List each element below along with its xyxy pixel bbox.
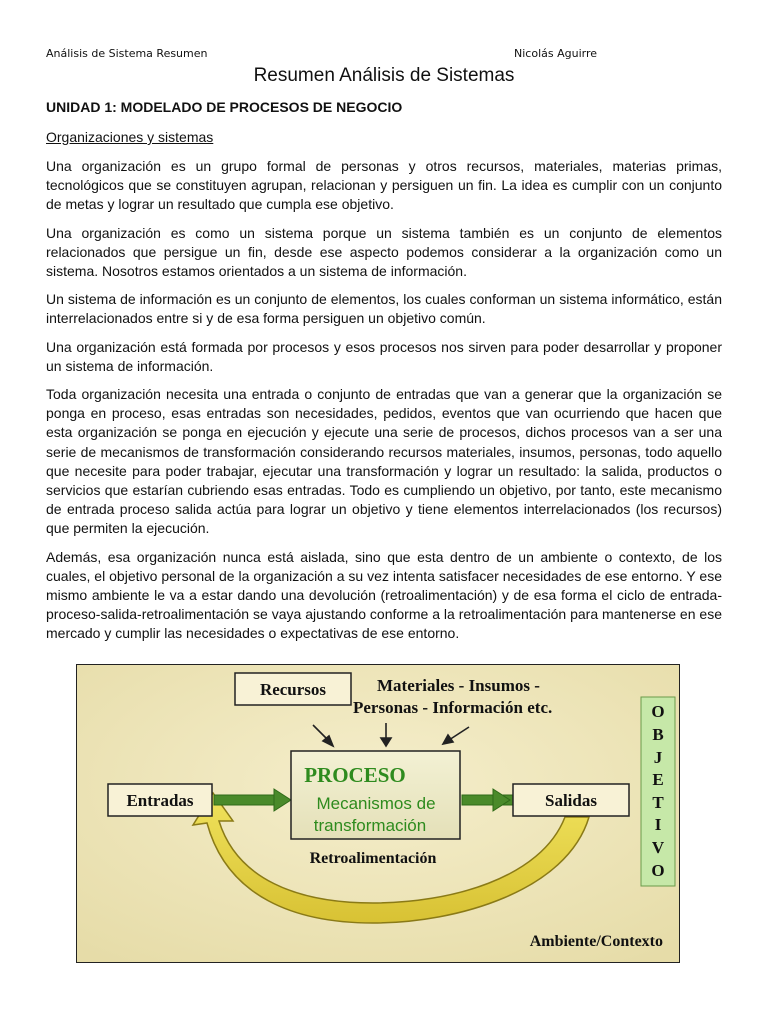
paragraph: Además, esa organización nunca está aislada, sino que esta dentro de un ambiente o contexto, de los cuales, el objetivo personal de la organización a su vez intenta satisfacer necesidades de ese entorno. Y ese mismo ambiente le va a estar dando una devolución (retroalimentación) y de esa forma el ciclo de entrada-proceso-salida-retroalimentación se vaya ajustando conforme a la retroalimentación para mantenerse en ese mercado y cumplir las necesidades o expectativas de ese entorno. <box>46 548 722 642</box>
objetivo-letter: I <box>654 815 662 834</box>
process-diagram <box>76 664 680 963</box>
objetivo-letter: T <box>652 793 664 812</box>
objetivo-letter: O <box>651 861 665 880</box>
paragraph: Un sistema de información es un conjunto de elementos, los cuales conforman un sistema informático, están interrelacionados entre si y de esa forma persiguen un objetivo común. <box>46 291 722 327</box>
proceso-label: PROCESO <box>304 763 406 787</box>
unit-heading: UNIDAD 1: MODELADO DE PROCESOS DE NEGOCIO <box>46 99 403 115</box>
mecanismos-label: Mecanismos de <box>316 794 436 813</box>
paragraph: Una organización está formada por procesos y esos procesos nos sirven para poder desarrollar y proponer un sistema de información. <box>46 338 722 374</box>
paragraph: Una organización es un grupo formal de personas y otros recursos, materiales, materias primas, tecnológicos que se constituyen agrupan, relacionan y persiguen un fin. La idea es cumplir con un conjunto de metas y lograr un resultado que cumpla ese objetivo. <box>46 158 722 213</box>
document-title: Resumen Análisis de Sistemas <box>253 65 515 86</box>
resources-line1: Materiales - Insumos - <box>377 676 540 695</box>
paragraph: Una organización es como un sistema porque un sistema también es un conjunto de elementos relacionados que persigue un fin, desde ese aspecto podemos considerar a la organización como un sistema. Nosotros estamos orientados a un sistema de información. <box>46 224 722 280</box>
ambiente-label: Ambiente/Contexto <box>529 933 663 950</box>
section-heading: Organizaciones y sistemas <box>46 129 214 145</box>
salidas-label: Salidas <box>545 791 597 810</box>
entradas-label: Entradas <box>126 791 194 810</box>
objetivo-letter: J <box>653 748 663 767</box>
header-right: Nicolás Aguirre <box>514 47 597 60</box>
retro-label: Retroalimentación <box>309 850 437 867</box>
recursos-label: Recursos <box>259 680 327 699</box>
objetivo-letter: E <box>652 770 664 789</box>
header-left: Análisis de Sistema Resumen <box>46 47 208 60</box>
transformacion-label: transformación <box>313 816 427 835</box>
paragraph: Toda organización necesita una entrada o conjunto de entradas que van a generar que la organización se ponga en proceso, esas entradas son necesidades, pedidos, eventos que van ocurriendo que hacen que esta organización se ponga en ejecución y ejecute una serie de procesos, dichos procesos van a ser una serie de mecanismos de transformación considerando recursos materiales, insumos, personas, todo aquello que necesite para poder trabajar, ejecutar una transformación y lograr un resultado: la salida, productos o servicios que estarían cubriendo esas entradas. Todo es cumpliendo un objetivo, por tanto, este mecanismo de entrada proceso salida actúa para lograr un objetivo y tiene elementos interrelacionados (los recursos) que permiten la ejecución. <box>46 386 722 537</box>
resources-line2: Personas - Información etc. <box>353 698 553 717</box>
body-text <box>46 157 722 653</box>
objetivo-letter: B <box>652 725 664 744</box>
objetivo-letter: O <box>651 702 665 721</box>
objetivo-letter: V <box>651 838 665 857</box>
